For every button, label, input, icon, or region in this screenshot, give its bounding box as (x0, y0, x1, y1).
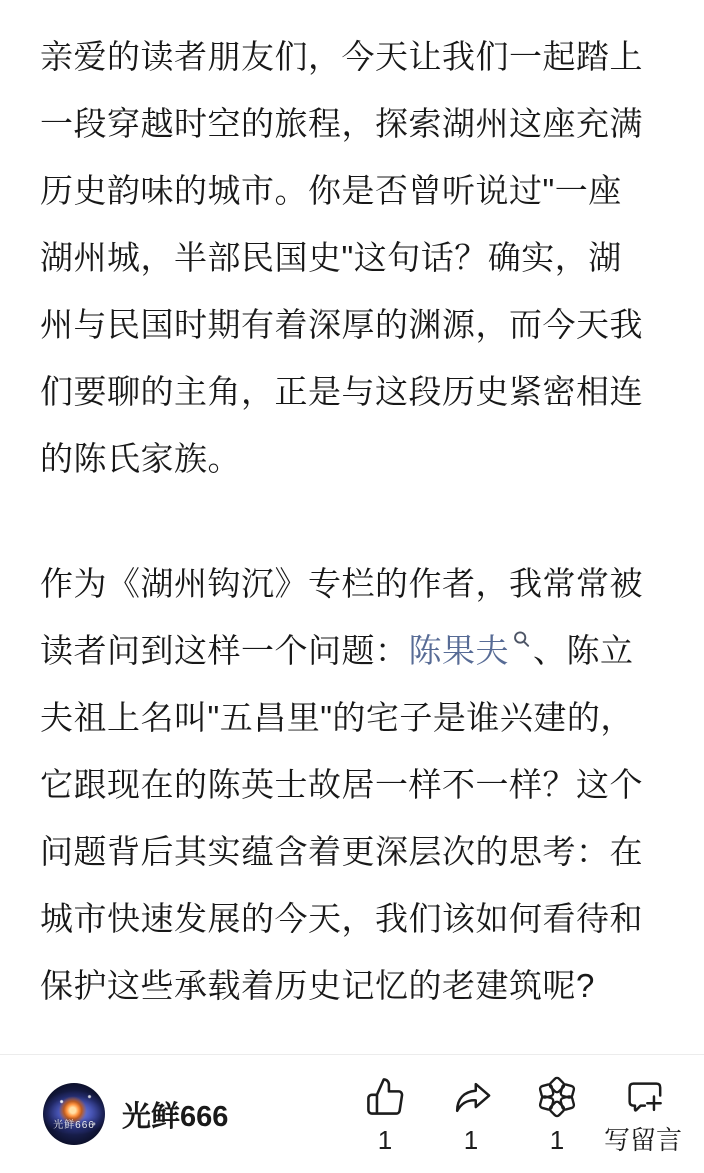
like-button[interactable] (342, 1076, 428, 1153)
wow-button[interactable] (514, 1076, 600, 1153)
text-segment: 读者问到这样一个问题： (40, 632, 409, 669)
share-button[interactable] (428, 1076, 514, 1153)
text-segment: 、陈立 (533, 632, 634, 669)
avatar-label: 光鲜666 (53, 1120, 95, 1132)
text-line: 们要聊的主角，正是与这段历史紧密相连 (40, 373, 643, 410)
like-count: 1 (377, 1124, 393, 1155)
text-line: 问题背后其实蕴含着更深层次的思考：在 (40, 833, 643, 870)
text-line: 的陈氏家族。 (40, 440, 241, 477)
text-line: 州与民国时期有着深厚的渊源，而今天我 (40, 306, 643, 343)
text-line: 保护这些承载着历史记忆的老建筑呢? (40, 967, 595, 1004)
wow-count: 1 (549, 1124, 565, 1155)
text-line-with-link (40, 617, 668, 684)
author-profile[interactable] (43, 1083, 228, 1145)
search-icon[interactable] (512, 630, 531, 649)
text-line: 历史韵味的城市。你是否曾听说过"一座 (40, 172, 622, 209)
text-line: 它跟现在的陈英士故居一样不一样？这个 (40, 766, 643, 803)
text-line: 一段穿越时空的旅程，探索湖州这座充满 (40, 105, 643, 142)
text-line: 夫祖上名叫"五昌里"的宅子是谁兴建的， (40, 699, 634, 736)
text-line: 湖州城，半部民国史"这句话？确实，湖 (40, 239, 622, 276)
text-line: 亲爱的读者朋友们，今天让我们一起踏上 (40, 38, 643, 75)
footer-bar (0, 1054, 704, 1173)
comment-button[interactable] (600, 1076, 686, 1153)
six-petal-star-icon (536, 1076, 578, 1118)
author-name[interactable]: 光鲜666 (122, 1100, 229, 1133)
entity-link-chen-guofu[interactable]: 陈果夫 (408, 632, 509, 669)
comment-bubble-plus-icon (622, 1076, 664, 1118)
avatar[interactable] (43, 1083, 105, 1145)
share-arrow-icon (450, 1076, 492, 1118)
paragraph-2 (40, 550, 668, 1019)
thumbs-up-icon (365, 1076, 406, 1118)
action-bar (342, 1076, 686, 1153)
text-line: 城市快速发展的今天，我们该如何看待和 (40, 900, 643, 937)
share-count: 1 (463, 1124, 479, 1155)
paragraph-1 (40, 23, 668, 492)
comment-label: 写留言 (603, 1124, 682, 1155)
text-line: 作为《湖州钩沉》专栏的作者，我常常被 (40, 565, 643, 602)
